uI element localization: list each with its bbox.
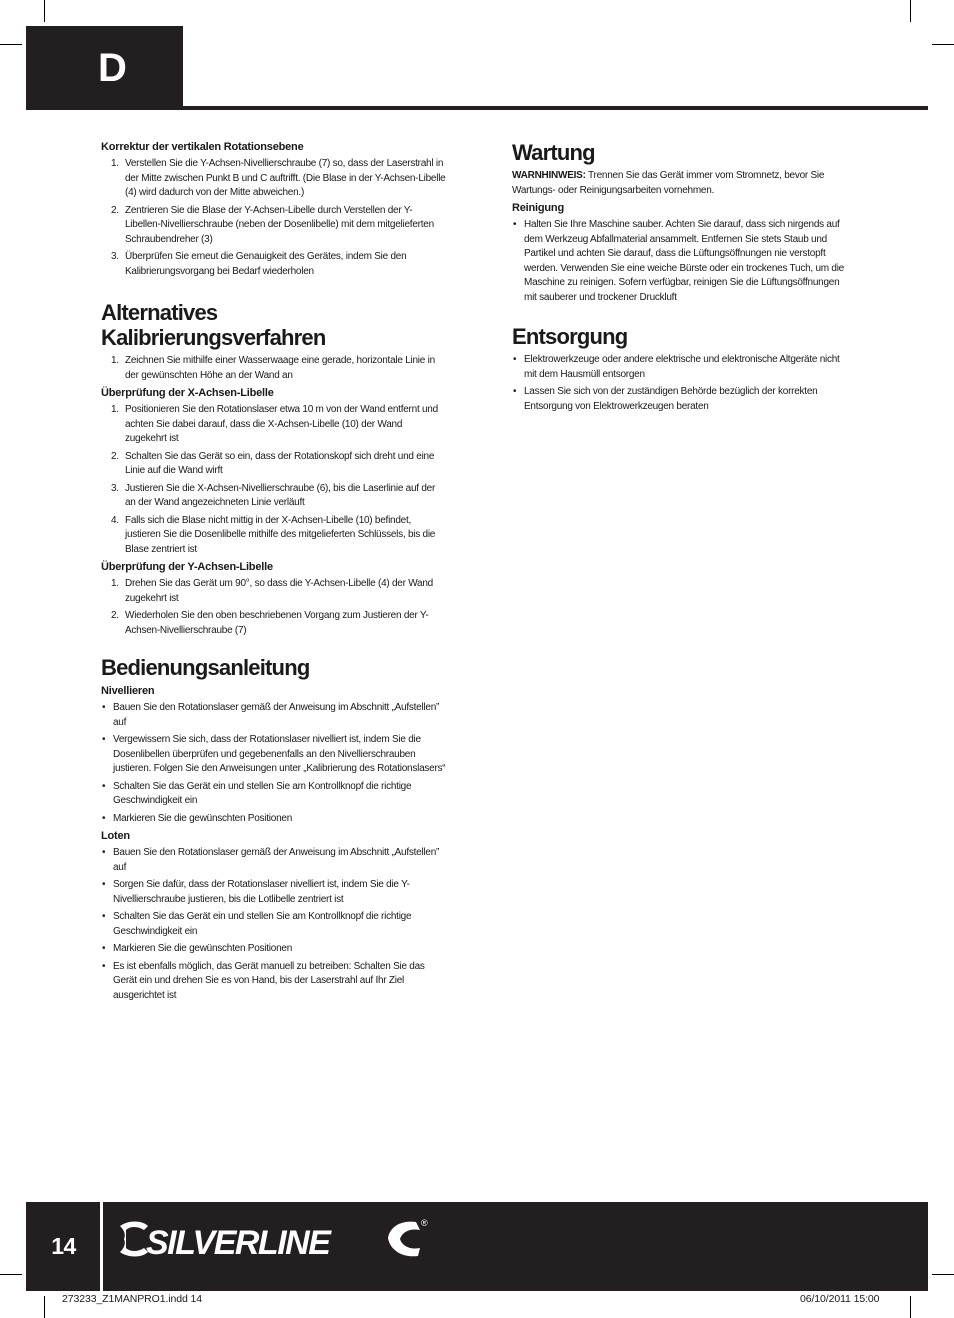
list-item: • Markieren Sie die gewünschten Positionen [102, 812, 292, 824]
list-item: 1. Drehen Sie das Gerät um 90°, so dass die Y-Achsen-Libelle (4) der Wand zugekehrt ist [111, 578, 433, 604]
bullet-list [512, 218, 852, 305]
crop-mark [910, 1296, 911, 1318]
warning-paragraph: WARNHINWEIS: Trennen Sie das Gerät immer vom Stromnetz, bevor Sie Wartungs- oder Reinigungsarbeiten vornehmen. [512, 170, 825, 196]
list-item: • Elektrowerkzeuge oder andere elektrische und elektronische Altgeräte nicht mit dem Hausmüll entsorgen [513, 354, 840, 380]
section-subtitle: Reinigung [512, 202, 564, 214]
section-subtitle: Korrektur der vertikalen Rotationsebene [101, 141, 304, 153]
crop-mark [932, 1274, 954, 1275]
right-column [512, 140, 852, 417]
footer-bar [26, 1202, 928, 1291]
numbered-list [101, 577, 446, 638]
numbered-list [101, 403, 446, 557]
section-subtitle: Überprüfung der X-Achsen-Libelle [101, 387, 274, 399]
list-item: 1. Zeichnen Sie mithilfe einer Wasserwaage eine gerade, horizontale Linie in der gewünschten Höhe an der Wand an [111, 355, 435, 381]
spanner-right-icon [388, 1222, 420, 1257]
section-heading: Alternatives Kalibrierungsverfahren [101, 300, 326, 350]
list-item: 4. Falls sich die Blase nicht mittig in der X-Achsen-Libelle (10) befindet, justieren Sie die Dosenlibelle mithilfe des mitgelieferten Schlüssels, bis die Blase zentriert ist [111, 514, 436, 555]
list-item: 2. Schalten Sie das Gerät so ein, dass der Rotationskopf sich dreht und eine Linie auf die Wand wirft [111, 450, 435, 476]
list-item: • Lassen Sie sich von der zuständigen Behörde bezüglich der korrekten Entsorgung von Elektrowerkzeugen beraten [513, 386, 818, 412]
section-heading: Bedienungsanleitung [101, 655, 310, 680]
crop-mark [44, 0, 45, 22]
section-heading: Entsorgung [512, 324, 628, 349]
section-subtitle: Loten [101, 830, 130, 842]
list-item: • Markieren Sie die gewünschten Positionen [102, 943, 292, 954]
language-tab [26, 26, 183, 110]
timestamp: 06/10/2011 15:00 [800, 1293, 880, 1305]
list-item: • Schalten Sie das Gerät ein und stellen Sie am Kontrollknopf die richtige Geschwindigkeit ein [102, 780, 412, 806]
file-info: 273233_Z1MANPRO1.indd 14 [62, 1293, 203, 1305]
section-subtitle: Überprüfung der Y-Achsen-Libelle [101, 561, 273, 573]
list-item: 1. Positionieren Sie den Rotationslaser etwa 10 m von der Wand entfernt und achten Sie dabei darauf, dass die X-Achsen-Libelle (10) der Wand zugekehrt ist [111, 404, 438, 444]
footer-divider [100, 1202, 103, 1291]
crop-mark [910, 0, 911, 22]
list-item: • Bauen Sie den Rotationslaser gemäß der Anweisung im Abschnitt „Aufstellen” auf [102, 847, 440, 873]
left-column [101, 140, 446, 1006]
crop-mark [44, 1296, 45, 1318]
numbered-list [101, 354, 446, 383]
list-item: 2. Wiederholen Sie den oben beschriebenen Vorgang zum Justieren der Y-Achsen-Nivellierschraube (7) [111, 610, 429, 636]
list-item: • Vergewissern Sie sich, dass der Rotationslaser nivelliert ist, indem Sie die Dosenlibellen überprüfen und gegebenenfalls an den Nivellierschrauben justieren. Folgen Sie den Anweisungen unter „Kalibrierung des Rotationslasers“ [102, 734, 446, 774]
svg-text:®: ® [421, 1218, 428, 1228]
section-subtitle: Nivellieren [101, 685, 155, 697]
svg-text:SILVERLINE: SILVERLINE [146, 1224, 330, 1262]
bullet-list [101, 701, 446, 826]
list-item: 1. Verstellen Sie die Y-Achsen-Nivellierschraube (7) so, dass der Laserstrahl in der Mitte zwischen Punkt B und C auftrifft. (Die Blase in der Y-Achsen-Libelle (4) wird dadurch von der Mitte abweichen.) [111, 158, 446, 198]
bullet-list [512, 353, 852, 414]
list-item: 2. Zentrieren Sie die Blase der Y-Achsen-Libelle durch Verstellen der Y-Libellen-Nivellierschraube (neben der Dosenlibelle) mit dem mitgelieferten Schraubendreher (3) [111, 204, 434, 245]
numbered-list [101, 157, 446, 279]
crop-mark [932, 44, 954, 45]
spanner-left-icon [120, 1222, 148, 1257]
page-number: 14 [51, 1233, 76, 1259]
silverline-logo [118, 1216, 433, 1262]
list-item: 3. Justieren Sie die X-Achsen-Nivellierschraube (6), bis die Laserlinie auf der an der Wand angezeichneten Linie verläuft [111, 482, 436, 508]
header-rule [183, 106, 928, 110]
list-item: • Halten Sie Ihre Maschine sauber. Achten Sie darauf, dass sich nirgends auf dem Werkzeug Abfallmaterial ansammelt. Entfernen Sie stets Staub und Partikel und achten Sie darauf, dass die Lüftungsöffnungen nie verstopft werden. Verwenden Sie eine weiche Bürste oder ein trockenes Tuch, um die Maschine zu reinigen. Sofern verfügbar, reinigen Sie die Lüftungsöffnungen mit sauberer und trockener Druckluft [513, 219, 844, 303]
list-item: • Sorgen Sie dafür, dass der Rotationslaser nivelliert ist, indem Sie die Y-Nivellierschraube justieren, bis die Lotlibelle zentriert ist [102, 879, 410, 905]
warning-label: WARNHINWEIS: [512, 170, 586, 181]
crop-mark [0, 44, 22, 45]
list-item: 3. Überprüfen Sie erneut die Genauigkeit des Gerätes, indem Sie den Kalibrierungsvorgang bei Bedarf wiederholen [111, 251, 407, 277]
bullet-list [101, 846, 446, 1003]
section-heading: Wartung [512, 140, 595, 165]
list-item: • Es ist ebenfalls möglich, das Gerät manuell zu betreiben: Schalten Sie das Gerät ein und drehen Sie es von Hand, bis der Laserstrahl auf Ihr Ziel ausgerichtet ist [102, 960, 425, 1001]
crop-mark [0, 1274, 22, 1275]
list-item: • Bauen Sie den Rotationslaser gemäß der Anweisung im Abschnitt „Aufstellen” auf [102, 702, 440, 728]
language-code: D [98, 46, 126, 90]
list-item: • Schalten Sie das Gerät ein und stellen Sie am Kontrollknopf die richtige Geschwindigkeit ein [102, 911, 412, 937]
